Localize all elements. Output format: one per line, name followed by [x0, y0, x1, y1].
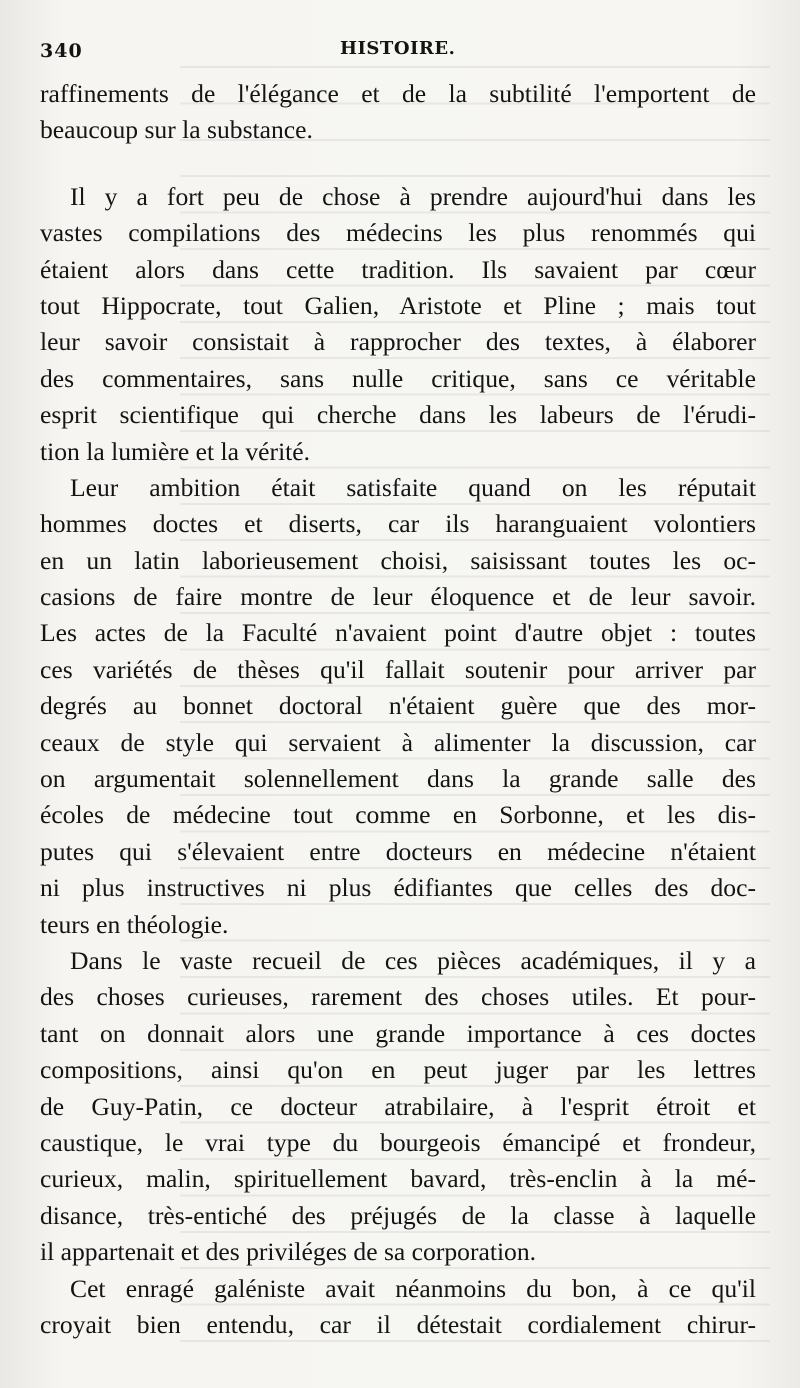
text-line: casions de faire montre de leur éloquence et de leur savoir. — [40, 582, 756, 612]
paragraph-gap — [40, 149, 756, 179]
text-line: esprit scientifique qui cherche dans les labeurs de l'érudi- — [40, 400, 756, 430]
text-line: des choses curieuses, rarement des choses utiles. Et pour- — [40, 982, 756, 1012]
text-line: tion la lumière et la vérité. — [40, 436, 311, 466]
paragraph — [40, 470, 756, 943]
body-text — [40, 76, 756, 1343]
text-line: ces variétés de thèses qu'il fallait soutenir pour arriver par — [40, 654, 756, 684]
text-line: teurs en théologie. — [40, 909, 229, 939]
text-line: leur savoir consistait à rapprocher des textes, à élaborer — [40, 327, 756, 357]
text-line: putes qui s'élevaient entre docteurs en médecine n'étaient — [40, 836, 756, 866]
text-line: ni plus instructives ni plus édifiantes que celles des doc- — [40, 873, 756, 903]
text-line: caustique, le vrai type du bourgeois émancipé et frondeur, — [40, 1127, 756, 1157]
text-line: Il y a fort peu de chose à prendre aujourd'hui dans les — [70, 181, 756, 211]
text-line: étaient alors dans cette tradition. Ils savaient par cœur — [40, 254, 756, 284]
text-line: croyait bien entendu, car il détestait cordialement chirur- — [40, 1309, 756, 1339]
text-line: tant on donnait alors une grande importance à ces doctes — [40, 1018, 756, 1048]
text-line: Leur ambition était satisfaite quand on les réputait — [70, 472, 756, 502]
text-line: disance, très-entiché des préjugés de la classe à laquelle — [40, 1200, 756, 1230]
running-head: HISTOIRE. — [340, 38, 456, 59]
text-line: beaucoup sur la substance. — [40, 115, 313, 145]
paragraph — [40, 179, 756, 470]
text-line: raffinements de l'élégance et de la subtilité l'emportent de — [40, 79, 756, 108]
page-number: 340 — [40, 40, 83, 62]
text-line: degrés au bonnet doctoral n'étaient guère que des mor- — [40, 691, 756, 721]
text-line: des commentaires, sans nulle critique, sans ce véritable — [40, 363, 756, 393]
text-line: on argumentait solennellement dans la grande salle des — [40, 764, 756, 794]
page-header — [40, 36, 756, 76]
text-line: Les actes de la Faculté n'avaient point d'autre objet : toutes — [40, 618, 756, 648]
paragraph — [40, 1271, 756, 1344]
text-line: tout Hippocrate, tout Galien, Aristote et Pline ; mais tout — [40, 290, 756, 320]
text-line: il appartenait et des priviléges de sa corporation. — [40, 1237, 537, 1267]
paragraph — [40, 943, 756, 1271]
text-line: hommes doctes et diserts, car ils haranguaient volontiers — [40, 509, 756, 539]
text-line: vastes compilations des médecins les plus renommés qui — [40, 218, 756, 248]
paragraph — [40, 76, 756, 149]
text-line: curieux, malin, spirituellement bavard, très-enclin à la mé- — [40, 1164, 756, 1194]
text-line: Dans le vaste recueil de ces pièces académiques, il y a — [70, 945, 756, 975]
text-line: écoles de médecine tout comme en Sorbonne, et les dis- — [40, 800, 756, 830]
text-line: compositions, ainsi qu'on en peut juger par les lettres — [40, 1055, 756, 1085]
text-line: en un latin laborieusement choisi, saisissant toutes les oc- — [40, 545, 756, 575]
text-line: de Guy-Patin, ce docteur atrabilaire, à l'esprit étroit et — [40, 1091, 756, 1121]
text-line: ceaux de style qui servaient à alimenter la discussion, car — [40, 727, 756, 757]
text-line: Cet enragé galéniste avait néanmoins du bon, à ce qu'il — [70, 1273, 756, 1303]
